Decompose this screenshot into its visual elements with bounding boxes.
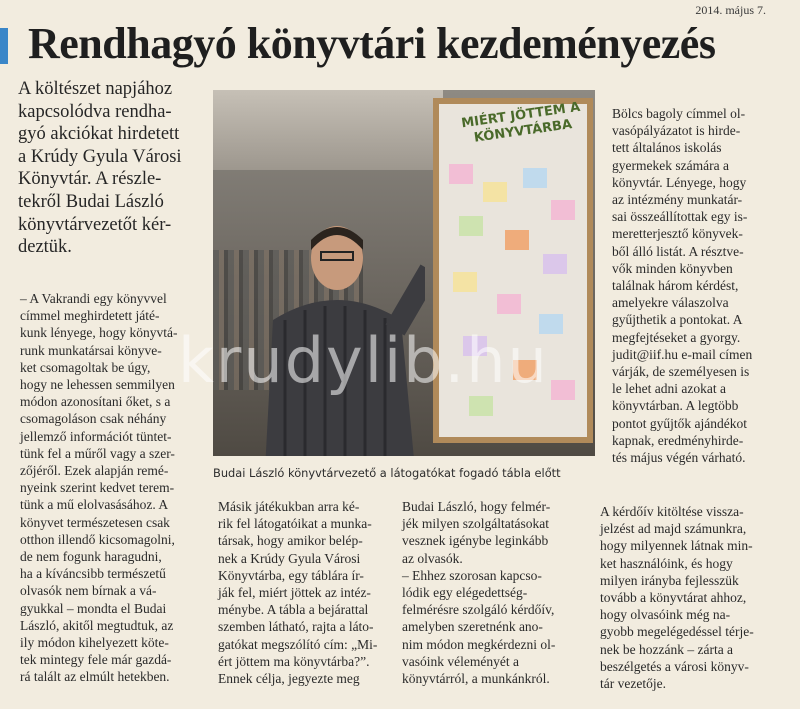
text-line: jelzést ad majd számunkra, <box>600 521 747 537</box>
text-line: szemben látható, rajta a láto- <box>218 619 374 635</box>
text-line: jellemző információt tüntet- <box>20 428 172 444</box>
sticky-note <box>483 182 507 202</box>
text-line: meretterjesztő könyvek- <box>612 226 743 242</box>
text-line: az olvasók. <box>402 550 463 566</box>
text-line: a Krúdy Gyula Városi <box>18 146 182 167</box>
sticky-note <box>453 272 477 292</box>
article-column-1 <box>20 290 208 686</box>
text-line: nek be hozzánk – zárta a <box>600 641 734 657</box>
text-line: vasópályázatot is hirde- <box>612 123 741 139</box>
sticky-note <box>469 396 493 416</box>
text-line: de nem fogunk haragudni, <box>20 549 162 565</box>
text-line: hogy olvasóink még na- <box>600 607 731 623</box>
publication-date: 2014. május 7. <box>695 3 766 17</box>
text-line: amelyben szeretnénk ano- <box>402 619 543 635</box>
text-line: beszélgetés a városi könyv- <box>600 658 749 674</box>
text-line: pontot gyűjtők ajándékot <box>612 415 747 431</box>
text-line: könyvtárról, a munkánkról. <box>402 671 550 687</box>
photo-caption: Budai László könyvtárvezető a látogatókat fogadó tábla előtt <box>213 466 561 480</box>
text-line: tünk a mű elolvasásához. A <box>20 497 169 513</box>
text-line: Budai László, hogy felmér- <box>402 499 551 514</box>
text-line: Ennek célja, jegyezte meg <box>218 671 360 687</box>
text-line: kapnak, eredményhirde- <box>612 432 744 448</box>
text-line: kapcsolódva rendha- <box>18 101 172 122</box>
text-line: könyvtárban. A legtöbb <box>612 398 739 414</box>
text-line: zőjéről. Ezek alapján remé- <box>20 463 169 479</box>
sticky-note <box>505 230 529 250</box>
text-line: vasóink véleményét a <box>402 653 519 669</box>
library-ceiling <box>213 90 443 170</box>
sticky-note <box>449 164 473 184</box>
text-line: deztük. <box>18 237 72 258</box>
text-line: nyeink szerint kedvet terem- <box>20 480 175 496</box>
text-line: amelyekre válaszolva <box>612 295 729 311</box>
text-line: tek mintegy fele már gazdá- <box>20 652 172 668</box>
text-line: otthon illendő kicsomagolni, <box>20 531 175 547</box>
text-line: gyermekek számára a <box>612 157 729 173</box>
text-line: sai összeállítottak egy is- <box>612 209 748 225</box>
text-line: tovább a könyvtárat ahhoz, <box>600 590 747 606</box>
text-line: Könyvtárba, egy táblára ír- <box>218 567 364 583</box>
text-line: gyobb megelégedéssel térje- <box>600 624 754 640</box>
text-line: hogy ne lehessen semmilyen <box>20 377 175 393</box>
text-line: ből álló listát. A résztve- <box>612 243 744 259</box>
headline-marker <box>0 28 8 64</box>
text-line: judit@iif.hu e-mail címen <box>612 346 753 362</box>
text-line: nek a Krúdy Gyula Városi <box>218 550 361 566</box>
text-line: ják fel, miért jöttek az intéz- <box>218 585 371 601</box>
text-line: jék milyen szolgáltatásokat <box>402 516 549 532</box>
text-line: könyvtárvezetőt kér- <box>18 214 172 235</box>
text-line: gyukkal – mondta el Budai <box>20 600 167 616</box>
text-line: kunk lényege, hogy könyvtá- <box>20 325 178 341</box>
text-line: Bölcs bagoly címmel ol- <box>612 106 746 121</box>
text-line: ily módon kihelyezett köte- <box>20 635 169 651</box>
sticky-note <box>523 168 547 188</box>
text-line: A kérdőív kitöltése vissza- <box>600 504 744 519</box>
sticky-note <box>459 216 483 236</box>
text-line: tünk fel a műről vagy a szer- <box>20 445 175 461</box>
text-line: könyvet természetesen csak <box>20 514 170 530</box>
article-column-2 <box>218 498 388 687</box>
text-line: milyen irányba fejlesszük <box>600 572 739 588</box>
sticky-note <box>543 254 567 274</box>
text-line: gyó akciókat hirdetett <box>18 124 180 145</box>
text-line: rik fel látogatóikat a munka- <box>218 516 372 532</box>
text-line: Másik játékukban arra ké- <box>218 499 360 514</box>
text-line: – Ehhez szorosan kapcso- <box>402 567 542 583</box>
text-line: csomagoláson csak néhány <box>20 411 167 427</box>
text-line: gatókat megszólító cím: „Mi- <box>218 636 378 652</box>
text-line: olvasók nem bírnak a vá- <box>20 583 157 599</box>
headline: Rendhagyó könyvtári kezdeményezés <box>28 19 716 68</box>
text-line: címmel meghirdetett játé- <box>20 308 160 324</box>
article-photo <box>213 90 595 456</box>
text-line: tár vezetője. <box>600 676 666 692</box>
text-line: könyvtár. Lényege, hogy <box>612 174 747 190</box>
sticky-note <box>497 294 521 314</box>
text-line: várják, de személyesen is <box>612 364 750 380</box>
text-line: nim módon megkérdezni ol- <box>402 636 556 652</box>
article-column-4 <box>600 503 780 692</box>
text-line: találnak három kérdést, <box>612 278 739 294</box>
text-line: gyűjthetik a pontokat. A <box>612 312 743 328</box>
text-line: ért jöttem ma könyvtárba?”. <box>218 653 370 669</box>
article-column-3 <box>402 498 590 687</box>
text-line: az intézmény munkatár- <box>612 192 743 208</box>
board-title: MIÉRT JÖTTEM A KÖNYVTÁRBA <box>460 99 582 146</box>
text-line: tekről Budai László <box>18 191 164 212</box>
text-line: rá talált az elmúlt hetekben. <box>20 669 170 685</box>
article-column-sidebar <box>612 105 778 466</box>
text-line: módon azonosítani őket, s a <box>20 394 171 410</box>
watermark: krudylib.hu <box>178 324 549 397</box>
text-line: ménybe. A tábla a bejárattal <box>218 602 369 618</box>
text-line: Könyvtár. A részle- <box>18 169 162 190</box>
text-line: vők minden könyvben <box>612 260 733 276</box>
text-line: le lehet adni azokat a <box>612 381 726 397</box>
lead-paragraph <box>18 78 208 259</box>
text-line: ket csomagoltak be úgy, <box>20 359 151 375</box>
text-line: felmérésre szolgáló kérdőív, <box>402 602 555 618</box>
sticky-note <box>551 200 575 220</box>
text-line: vesznek igénybe leginkább <box>402 533 549 549</box>
text-line: hogy milyennek látnak min- <box>600 538 753 554</box>
text-line: László, akitől megtudtuk, az <box>20 617 174 633</box>
text-line: A költészet napjához <box>18 79 173 99</box>
text-line: megfejtéseket a gyorgy. <box>612 329 741 345</box>
text-line: lódik egy elégedettség- <box>402 585 528 601</box>
text-line: – A Vakrandi egy könyvvel <box>20 291 167 306</box>
text-line: runk munkatársai könyve- <box>20 342 162 358</box>
text-line: ket használóink, és hogy <box>600 555 733 571</box>
text-line: tett általános iskolás <box>612 140 722 156</box>
text-line: tés május végén várható. <box>612 450 746 466</box>
text-line: társak, hogy amikor belép- <box>218 533 363 549</box>
text-line: ha a kíváncsibb természetű <box>20 566 166 582</box>
